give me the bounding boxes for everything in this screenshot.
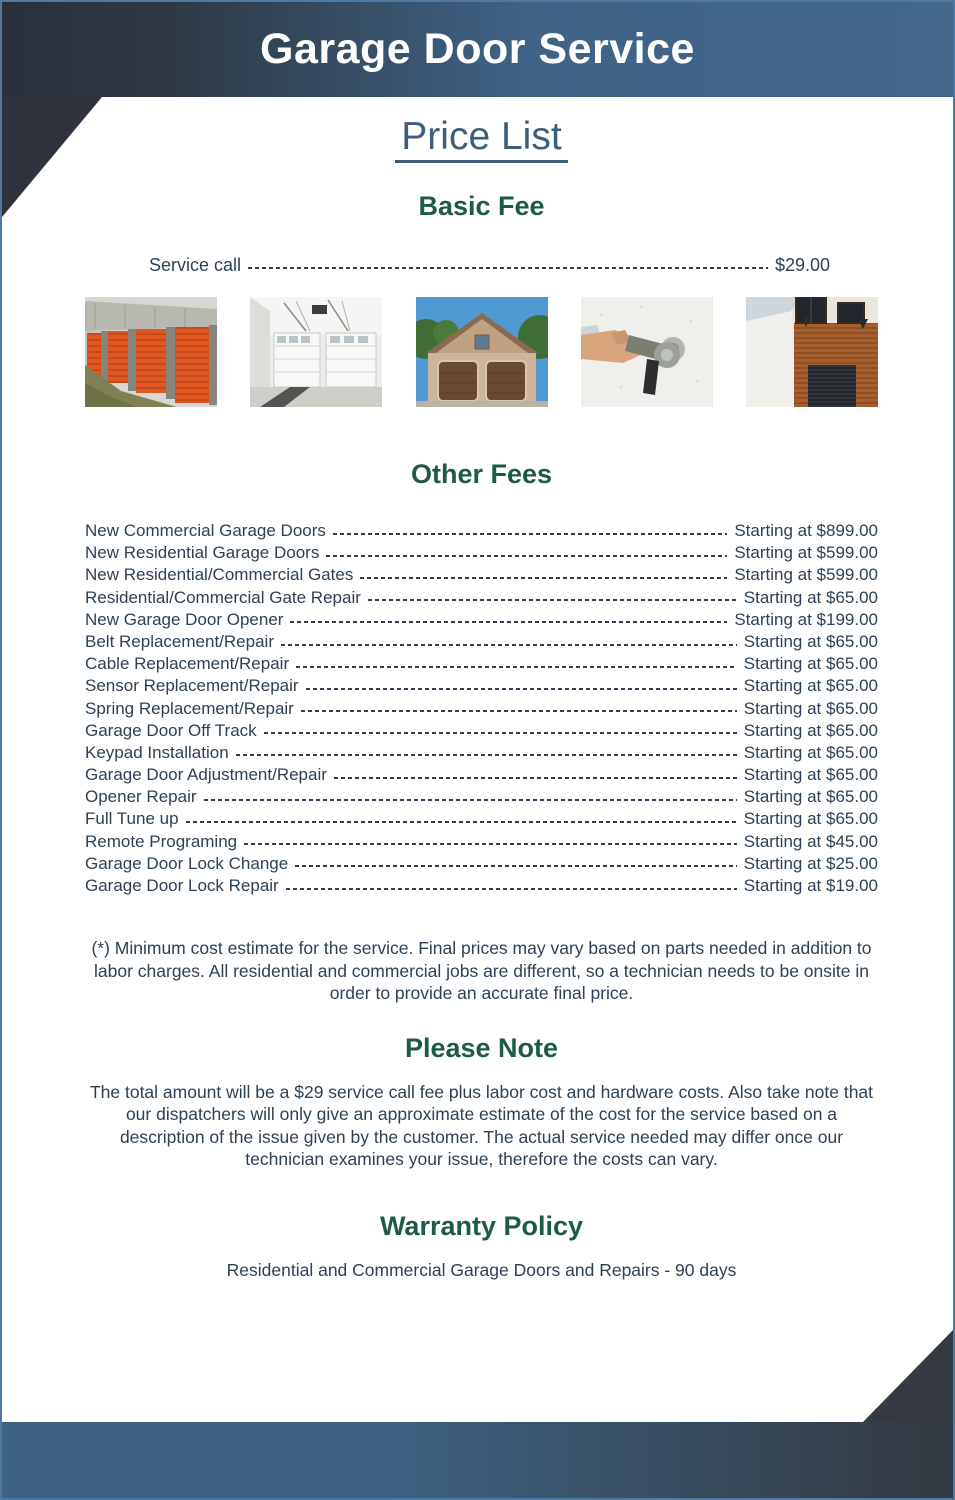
other-fees-heading: Other Fees: [410, 459, 553, 489]
fee-price: Starting at $25.00: [743, 853, 878, 873]
photo-row: [85, 297, 878, 407]
fee-row: [85, 875, 878, 897]
leader-line: [204, 799, 737, 801]
leader-line: [290, 621, 727, 623]
doc-title-wrap: [85, 117, 878, 167]
photo-modern-wood-house: [746, 297, 878, 407]
fee-price: Starting at $599.00: [734, 565, 878, 585]
content: [2, 97, 953, 1281]
fee-label: Garage Door Adjustment/Repair: [85, 765, 327, 785]
leader-line: [281, 644, 737, 646]
fee-label: Garage Door Lock Repair: [85, 876, 279, 895]
leader-line: [296, 666, 737, 668]
fee-row: [85, 587, 878, 609]
fee-label: New Commercial Garage Doors: [85, 521, 326, 540]
leader-line: [360, 577, 727, 579]
fee-row: [85, 653, 878, 675]
fee-price: Starting at $65.00: [743, 587, 878, 607]
fee-row: [85, 764, 878, 786]
please-note-text: The total amount will be a $29 service call fee plus labor cost and hardware costs. Also take note that our dispatchers will only give an approximate estimate of the cost for the service based on a description of the issue given by the customer. The actual service needed may differ once our technician examines your issue, therefore the costs can vary.: [89, 1081, 874, 1170]
photo-storage-units: [85, 297, 217, 407]
fee-label: New Residential/Commercial Gates: [85, 565, 354, 585]
fee-label: Opener Repair: [85, 787, 197, 807]
leader-line: [264, 732, 737, 734]
fee-label: Full Tune up: [85, 809, 179, 829]
fee-price: Starting at $65.00: [743, 765, 878, 785]
fee-row: [85, 542, 878, 564]
leader-line: [301, 710, 737, 712]
fee-label: Garage Door Off Track: [85, 720, 257, 740]
leader-line: [186, 821, 737, 823]
fee-row: [85, 675, 878, 697]
leader-line: [236, 754, 737, 756]
leader-line: [248, 267, 768, 269]
fee-row: [85, 742, 878, 764]
fee-price: Starting at $199.00: [734, 609, 878, 629]
fee-label: Garage Door Lock Change: [85, 853, 289, 873]
fee-row: [85, 808, 878, 830]
leader-line: [333, 533, 727, 535]
leader-line: [244, 843, 737, 845]
fee-price: Starting at $65.00: [743, 809, 878, 829]
service-call-row: [149, 253, 830, 277]
minimum-cost-note: (*) Minimum cost estimate for the service. Final prices may vary based on parts needed in addition to labor charges. All residential and commercial jobs are different, so a technician needs to be onsite in order to provide an accurate final price.: [91, 938, 872, 1004]
leader-line: [326, 555, 727, 557]
page-title: Garage Door Service: [260, 25, 695, 73]
fee-row: [85, 831, 878, 853]
fee-row: [85, 698, 878, 720]
fee-price: Starting at $599.00: [734, 543, 878, 563]
fee-row: [85, 786, 878, 808]
fee-price: Starting at $65.00: [743, 720, 878, 740]
leader-line: [286, 888, 737, 890]
fee-price: Starting at $65.00: [743, 631, 878, 651]
please-note-heading: Please Note: [404, 1032, 559, 1063]
fee-row: [85, 853, 878, 875]
basic-fee-heading: Basic Fee: [418, 191, 545, 221]
photo-house-exterior: [416, 297, 548, 407]
header-banner: [2, 2, 953, 97]
fee-price: Starting at $899.00: [734, 521, 878, 540]
footer-bar: [2, 1422, 953, 1498]
photo-garage-interior: [250, 297, 382, 407]
fee-price: Starting at $19.00: [743, 876, 878, 895]
fee-label: Spring Replacement/Repair: [85, 698, 294, 718]
fee-list: [85, 520, 878, 897]
fee-price: Starting at $65.00: [743, 654, 878, 674]
fee-label: Cable Replacement/Repair: [85, 654, 290, 674]
leader-line: [306, 688, 737, 690]
fee-price: Starting at $65.00: [743, 698, 878, 718]
fee-label: New Residential Garage Doors: [85, 543, 320, 563]
warranty-heading: Warranty Policy: [379, 1210, 584, 1241]
fee-price: Starting at $65.00: [743, 742, 878, 762]
fee-row: [85, 609, 878, 631]
service-call-price: $29.00: [774, 255, 830, 275]
doc-title: Price List: [395, 117, 567, 163]
fee-row: [85, 564, 878, 586]
fee-label: Keypad Installation: [85, 742, 229, 762]
fee-label: Remote Programing: [85, 831, 238, 851]
fee-label: Sensor Replacement/Repair: [85, 676, 299, 696]
fee-row: [85, 631, 878, 653]
leader-line: [295, 865, 737, 867]
leader-line: [334, 777, 737, 779]
photo-keypad-install: [581, 297, 713, 407]
fee-label: Residential/Commercial Gate Repair: [85, 587, 361, 607]
fee-label: Belt Replacement/Repair: [85, 631, 274, 651]
fee-price: Starting at $65.00: [743, 676, 878, 696]
corner-accent-bottom-right: [863, 1330, 953, 1422]
fee-price: Starting at $65.00: [743, 787, 878, 807]
fee-row: [85, 720, 878, 742]
leader-line: [368, 599, 737, 601]
warranty-text: Residential and Commercial Garage Doors and Repairs - 90 days: [226, 1259, 737, 1280]
service-call-label: Service call: [149, 255, 242, 275]
fee-label: New Garage Door Opener: [85, 609, 284, 629]
fee-row: [85, 520, 878, 542]
fee-price: Starting at $45.00: [743, 831, 878, 851]
